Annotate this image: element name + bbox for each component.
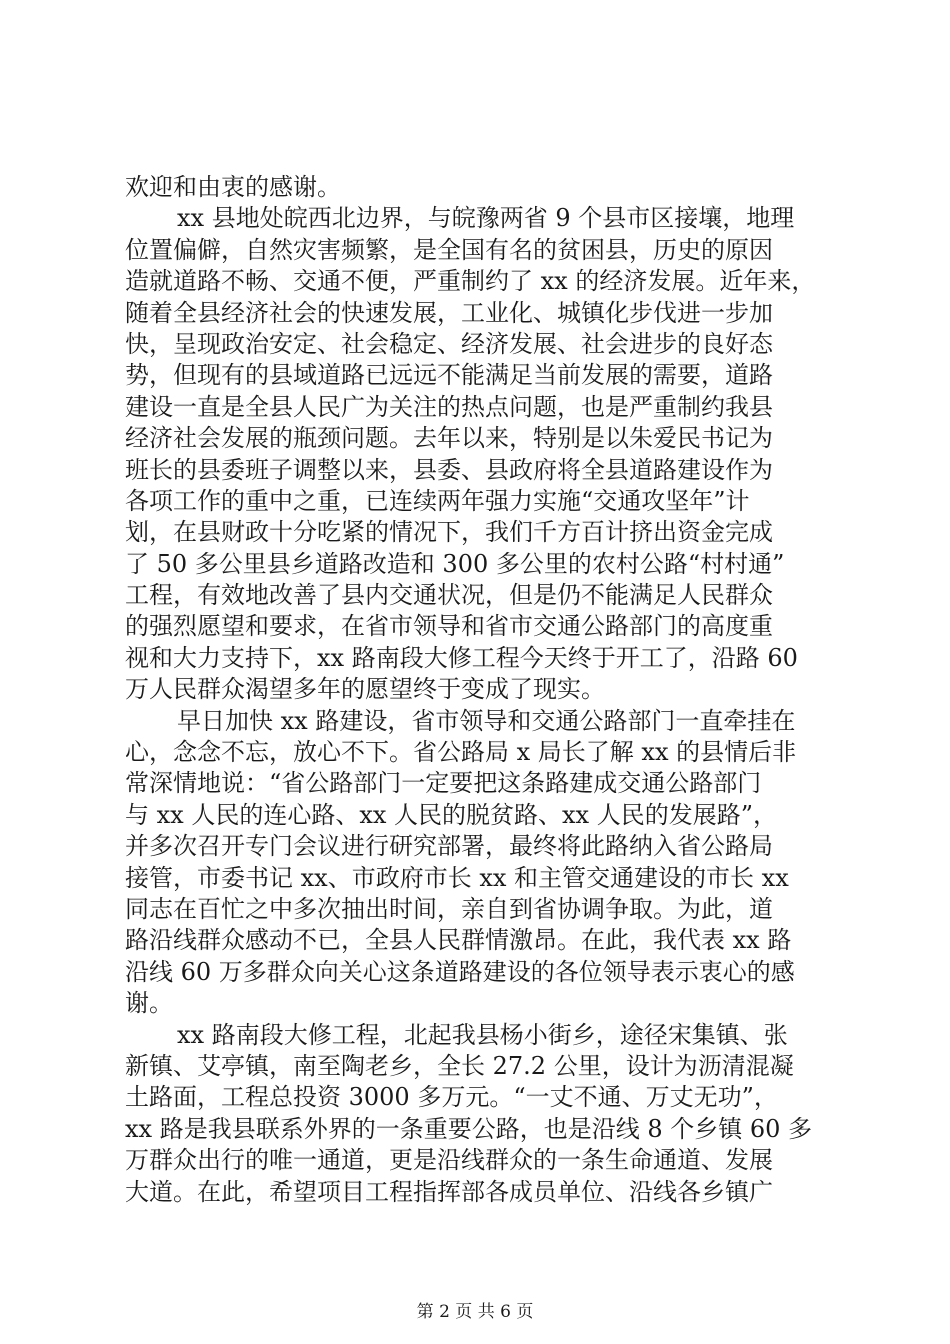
text-line: 随着全县经济社会的快速发展，工业化、城镇化步伐进一步加 [125,298,773,327]
text-line: 了 50 多公里县乡道路改造和 300 多公里的农村公路“村村通” [125,549,785,578]
text-line: 常深情地说：“省公路部门一定要把这条路建成交通公路部门 [125,769,762,798]
text-line: 土路面，工程总投资 3000 多万元。“一丈不通、万丈无功”， [125,1083,778,1112]
text-line: xx 路是我县联系外界的一条重要公路，也是沿线 8 个乡镇 60 多 [125,1114,813,1143]
text-line: 建设一直是全县人民广为关注的热点问题，也是严重制约我县 [125,392,773,421]
text-line: 万群众出行的唯一通道，更是沿线群众的一条生命通道、发展 [125,1146,773,1175]
text-line: 与 xx 人民的连心路、xx 人民的脱贫路、xx 人民的发展路”， [125,800,777,829]
text-line: xx 路南段大修工程，北起我县杨小街乡，途径宋集镇、张 [177,1020,788,1049]
text-line: 接管，市委书记 xx、市政府市长 xx 和主管交通建设的市长 xx [125,863,789,892]
text-line: 欢迎和由衷的感谢。 [125,173,341,201]
text-line: 视和大力支持下，xx 路南段大修工程今天终于开工了，沿路 60 [125,643,798,672]
text-line: 路沿线群众感动不已，全县人民群情激昂。在此，我代表 xx 路 [125,926,792,955]
text-line: 快，呈现政治安定、社会稳定、经济发展、社会进步的良好态 [125,329,773,358]
text-line: 势，但现有的县域道路已远远不能满足当前发展的需要，道路 [125,361,773,390]
text-line: 造就道路不畅、交通不便，严重制约了 xx 的经济发展。近年来， [125,267,816,296]
text-line: 早日加快 xx 路建设，省市领导和交通公路部门一直牵挂在 [177,706,796,735]
text-line: 班长的县委班子调整以来，县委、县政府将全县道路建设作为 [125,455,773,484]
text-line: 新镇、艾亭镇，南至陶老乡，全长 27.2 公里，设计为沥清混凝 [125,1051,794,1080]
text-line: 位置偏僻，自然灾害频繁，是全国有名的贫困县，历史的原因 [125,235,773,264]
text-line: 大道。在此，希望项目工程指挥部各成员单位、沿线各乡镇广 [125,1177,773,1206]
text-line: 的强烈愿望和要求，在省市领导和省市交通公路部门的高度重 [125,612,773,641]
text-line: 心，念念不忘，放心不下。省公路局 x 局长了解 xx 的县情后非 [125,738,797,767]
text-line: xx 县地处皖西北边界，与皖豫两省 9 个县市区接壤，地理 [177,204,795,233]
text-line: 各项工作的重中之重，已连续两年强力实施“交通攻坚年”计 [125,486,750,515]
text-line: 经济社会发展的瓶颈问题。去年以来，特别是以朱爱民书记为 [125,424,773,453]
text-line: 同志在百忙之中多次抽出时间，亲自到省协调争取。为此，道 [125,894,773,923]
text-line: 并多次召开专门会议进行研究部署，最终将此路纳入省公路局 [125,832,773,861]
text-line: 工程，有效地改善了县内交通状况，但是仍不能满足人民群众 [125,581,773,610]
document-body [125,172,835,1208]
text-line: 沿线 60 万多群众向关心这条道路建设的各位领导表示衷心的感 [125,957,795,986]
text-line: 划，在县财政十分吃紧的情况下，我们千方百计挤出资金完成 [125,518,773,547]
text-line: 谢。 [125,989,173,1018]
text-line: 万人民群众渴望多年的愿望终于变成了现实。 [125,675,605,704]
page-footer: 第 2 页 共 6 页 [416,1302,534,1322]
